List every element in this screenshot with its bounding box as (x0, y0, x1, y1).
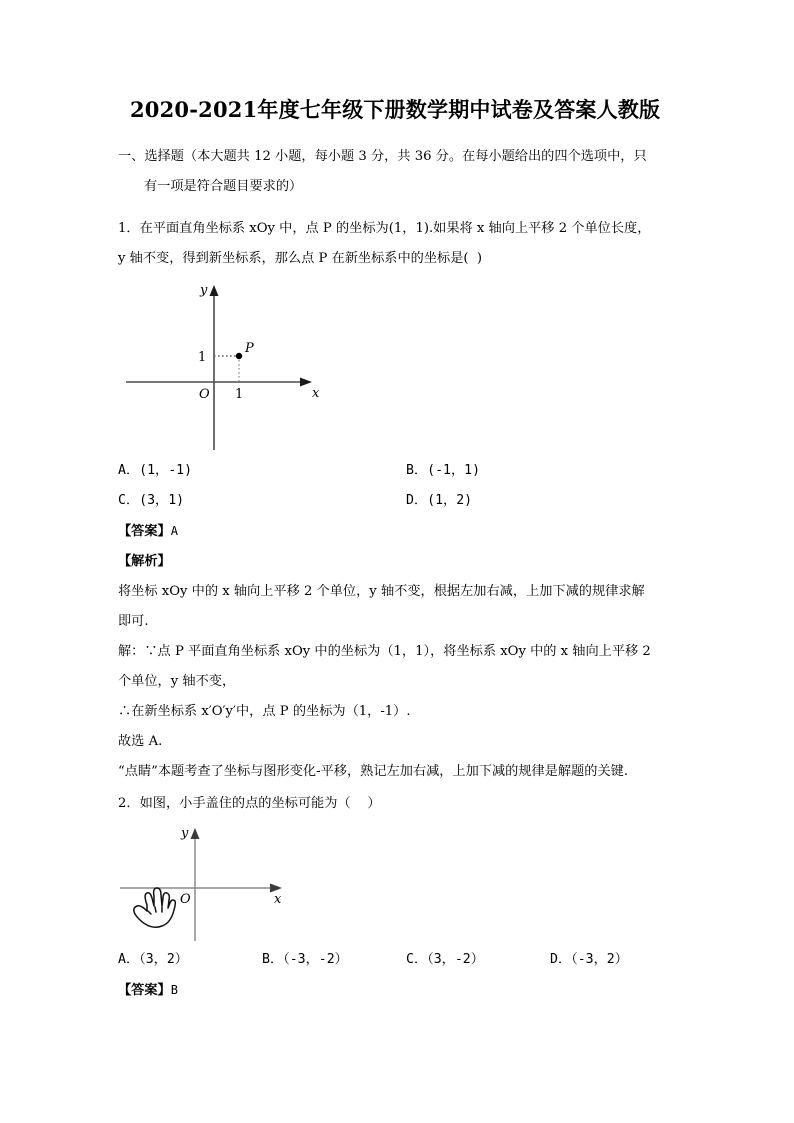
section-heading (118, 142, 694, 202)
question-2-answer-value: B (170, 983, 178, 998)
coordinate-plane-2 (118, 823, 348, 945)
question-1-options-row-1 (118, 456, 694, 486)
question-2-option-c[interactable]: C．（3，-2） (406, 952, 484, 968)
question-1-tip: “点睛”本题考查了坐标与图形变化-平移，熟记左加右减，上加下减的规律是解题的关键. (118, 764, 629, 780)
question-1-solution-line-3: ∴在新坐标系 x′O′y′中，点 P 的坐标为（1，-1）. (118, 704, 411, 720)
question-2-option-d[interactable]: D．（-3，2） (550, 952, 628, 968)
question-1-figure (118, 280, 694, 456)
question-1 (118, 214, 694, 787)
question-2-answer-tag: 【答案】 (118, 983, 171, 999)
y-tick-label-1: 1 (198, 350, 207, 366)
question-1-solution-line-1: 解：∵点 P 平面直角坐标系 xOy 中的坐标为（1，1），将坐标系 xOy 中的 x 轴向上平移 2 (118, 644, 651, 660)
question-1-option-b[interactable]: B．(-1，1) (406, 463, 481, 479)
x-axis-label-2: x (274, 892, 282, 908)
question-1-stem-line-1: 1．在平面直角坐标系 xOy 中，点 P 的坐标为(1，1).如果将 x 轴向上平移 2 个单位长度， (118, 221, 651, 237)
question-2 (118, 789, 694, 1006)
question-1-solution-line-2: 个单位，y 轴不变， (118, 674, 236, 690)
question-2-answer (118, 975, 694, 1006)
question-1-answer (118, 516, 694, 547)
question-1-options-row-2 (118, 486, 694, 516)
x-axis-arrow-1 (300, 378, 312, 387)
question-2-stem: 2．如图，小手盖住的点的坐标可能为（ ） (118, 796, 381, 812)
y-axis-label-1: y (200, 283, 208, 299)
hand-icon (134, 888, 176, 927)
section-heading-line-2: 有一项是符合题目要求的） (144, 179, 303, 195)
page-title: 2020-2021年度七年级下册数学期中试卷及答案人教版 (130, 97, 661, 122)
question-1-option-d[interactable]: D．(1，2) (406, 493, 473, 509)
y-axis-arrow-2 (191, 828, 200, 839)
question-1-analysis-line-2: 即可. (118, 614, 149, 630)
question-1-option-a[interactable]: A．(1，-1) (118, 463, 193, 479)
question-1-analysis-line-1: 将坐标 xOy 中的 x 轴向上平移 2 个单位，y 轴不变，根据左加右减，上加下减的规律求解 (118, 584, 645, 600)
question-1-answer-tag: 【答案】 (118, 524, 171, 540)
question-2-option-b[interactable]: B．（-3，-2） (262, 952, 348, 968)
y-axis-arrow-1 (210, 285, 219, 296)
point-p-label: P (245, 341, 254, 357)
coordinate-plane-1 (118, 280, 348, 456)
question-1-analysis-tag: 【解析】 (118, 554, 171, 570)
question-1-answer-value: A (170, 524, 178, 539)
section-heading-line-1: 一、选择题（本大题共 12 小题，每小题 3 分，共 36 分。在每小题给出的四个选项中，只 (118, 149, 647, 165)
y-axis-label-2: y (181, 826, 189, 842)
question-1-conclusion: 故选 A. (118, 734, 163, 750)
origin-label-2: O (180, 892, 191, 908)
origin-label-1: O (199, 387, 210, 403)
x-tick-label-1: 1 (235, 387, 244, 403)
question-2-option-a[interactable]: A．（3，2） (118, 952, 188, 968)
question-1-analysis-header (118, 547, 694, 577)
point-p-marker (236, 353, 242, 359)
x-axis-label-1: x (312, 386, 320, 402)
question-1-stem-line-2: y 轴不变，得到新坐标系，那么点 P 在新坐标系中的坐标是( ) (118, 251, 483, 267)
question-2-options-row (118, 945, 694, 975)
question-2-figure (118, 823, 694, 945)
question-1-option-c[interactable]: C．(3，1) (118, 493, 185, 509)
